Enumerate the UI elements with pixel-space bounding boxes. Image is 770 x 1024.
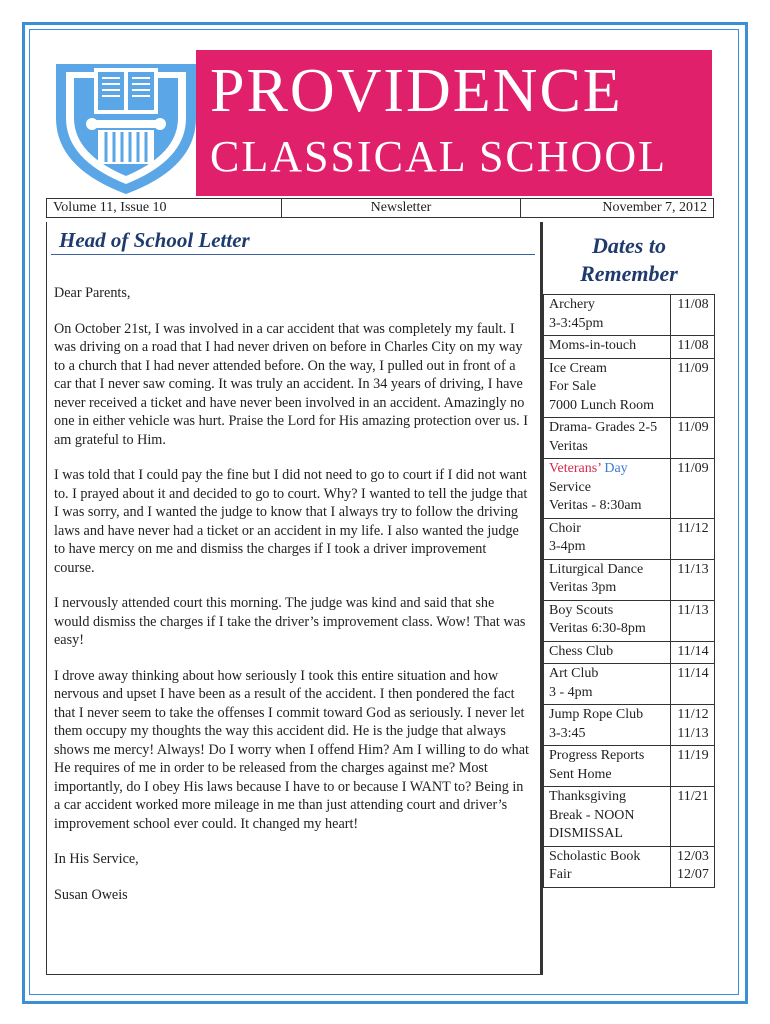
event-name (544, 336, 671, 359)
dates-sidebar (543, 222, 715, 888)
event-name (544, 600, 671, 641)
event-date-line: 11/13 (677, 561, 709, 577)
event-date (671, 641, 715, 664)
event-date-line: 11/14 (677, 643, 709, 659)
letter-title: Head of School Letter (59, 228, 250, 252)
date-row (544, 336, 715, 359)
event-line: Drama- Grades 2-5 (549, 420, 658, 435)
event-date-line: 11/14 (677, 666, 709, 681)
event-date (671, 518, 715, 559)
event-line: Choir (549, 520, 581, 536)
event-name (544, 559, 671, 600)
event-line: Veritas 3pm (549, 580, 617, 595)
event-line: Jump Rope Club (549, 707, 644, 722)
event-date-line: 11/19 (677, 748, 709, 763)
event-date-line: 11/12 (677, 707, 709, 722)
event-line: Scholastic Book (549, 848, 641, 864)
event-name (544, 418, 671, 459)
event-date-line: 11/13 (677, 602, 709, 618)
event-line: Ice Cream (549, 360, 607, 376)
event-line: Liturgical Dance (549, 561, 644, 577)
event-line: Progress Reports (549, 748, 645, 763)
book-column-shield-icon (46, 48, 206, 198)
date-row (544, 459, 715, 519)
event-date-line: 11/12 (677, 520, 709, 536)
event-line: Break - NOON (549, 807, 635, 823)
date-row (544, 746, 715, 787)
event-line: Archery (549, 297, 595, 312)
event-date (671, 664, 715, 705)
letter-body (54, 284, 530, 921)
publication-type: Newsletter (282, 199, 521, 217)
event-name (544, 459, 671, 519)
event-name (544, 518, 671, 559)
event-line: Service (549, 479, 591, 495)
letter-paragraph: I drove away thinking about how seriously I took this entire situation and how nervous and upset I have been as a result of the accident. I then pondered the fact that I never seem to take the offenses I commit toward God as seriously. I never let them occupy my thoughts the way this accident did. He is the judge that always shows me mercy! Always! Do I worry when I offend Him? Am I willing to do what He requires of me in order to be released from the charges against me? Most importantly, do I obey His laws because I have to or because I WANT to? Being in a car accident worked more mileage in me than just attending court and driver’s improvement school ever could. It changed my heart! (54, 667, 529, 832)
masthead (46, 48, 714, 198)
event-date-line: 12/03 (677, 848, 709, 864)
issue-date: November 7, 2012 (602, 200, 707, 215)
event-line-part: Day (600, 461, 628, 476)
date-row (544, 358, 715, 418)
school-name-line2: CLASSICAL SCHOOL (210, 132, 667, 181)
letter-closing: In His Service, (54, 851, 139, 867)
event-date (671, 846, 715, 887)
date-row (544, 600, 715, 641)
event-date (671, 705, 715, 746)
event-date-line: 11/13 (677, 725, 709, 741)
school-name-line1: PROVIDENCE (210, 57, 623, 125)
event-line: DISMISSAL (549, 826, 623, 841)
event-name (544, 846, 671, 887)
issue-info-bar (46, 198, 714, 218)
dates-table (543, 294, 715, 888)
event-line: 3-3:45pm (549, 315, 604, 331)
event-line: Veritas (549, 438, 588, 454)
event-line: 7000 Lunch Room (549, 397, 654, 413)
event-date (671, 459, 715, 519)
letter-paragraph: I was told that I could pay the fine but I did not need to go to court if I did not want to. I prayed about it and decided to go to court. Why? I wanted to tell the judge that I was sorry, and I wanted the judge to know that I always try to follow the driving laws and have never had a ticket or an accident in my life. I also wanted the judge to have mercy on me and dismiss the charges if I took a driver improvement course. (54, 467, 528, 576)
event-date (671, 418, 715, 459)
date-row (544, 295, 715, 336)
event-line: 3-4pm (549, 539, 586, 554)
event-date (671, 559, 715, 600)
event-name (544, 295, 671, 336)
event-line: Fair (549, 867, 572, 882)
date-row (544, 518, 715, 559)
event-line: Chess Club (549, 643, 614, 659)
date-row (544, 787, 715, 847)
event-line: Moms-in-touch (549, 338, 637, 353)
event-line: 3 - 4pm (549, 684, 593, 700)
event-line-part: Veterans’ (549, 461, 601, 476)
event-date (671, 358, 715, 418)
event-line: Boy Scouts (549, 602, 614, 618)
date-row (544, 641, 715, 664)
letter-paragraph: I nervously attended court this morning. The judge was kind and said that she would dismiss the charges if I take the driver’s improvement class. Wow! That was easy! (54, 595, 526, 648)
event-name (544, 358, 671, 418)
event-line: Thanksgiving (549, 789, 626, 804)
event-name (544, 787, 671, 847)
letter-column (46, 222, 541, 975)
event-date (671, 787, 715, 847)
event-date-line: 11/09 (677, 461, 709, 476)
event-date (671, 336, 715, 359)
date-row (544, 846, 715, 887)
volume-issue: Volume 11, Issue 10 (47, 199, 282, 217)
event-date (671, 295, 715, 336)
event-name (544, 664, 671, 705)
event-date-line: 11/08 (677, 297, 709, 312)
event-date (671, 600, 715, 641)
event-line: Veritas 6:30-8pm (549, 621, 646, 636)
event-date-line: 11/09 (677, 360, 709, 376)
event-date-line: 12/07 (677, 867, 709, 882)
event-date-line: 11/21 (677, 789, 709, 804)
event-date (671, 746, 715, 787)
event-date-line: 11/09 (677, 420, 709, 435)
event-line: Veritas - 8:30am (549, 498, 642, 513)
event-date-line: 11/08 (677, 338, 709, 353)
event-line: For Sale (549, 379, 597, 394)
event-name (544, 641, 671, 664)
date-row (544, 559, 715, 600)
event-name (544, 705, 671, 746)
event-line: 3-3:45 (549, 725, 586, 741)
event-line: Sent Home (549, 766, 612, 782)
dates-title (543, 232, 715, 288)
date-row (544, 664, 715, 705)
letter-salutation: Dear Parents, (54, 285, 131, 301)
event-name (544, 746, 671, 787)
event-line (549, 460, 666, 479)
dates-title-line1: Dates to (592, 233, 666, 258)
date-row (544, 418, 715, 459)
letter-signature: Susan Oweis (54, 886, 128, 903)
letter-paragraph: On October 21st, I was involved in a car accident that was completely my fault. I was driving on a road that I had never driven on before in Charles City on my way to a church that I had never attended before. On the way, I pulled out in front of a car that I never saw coming. It was truly an accident. In 34 years of driving, I have never received a ticket and have never been involved in an accident. Amazingly no one in either vehicle was hurt. Praise the Lord for His amazing protection over us. I am grateful to Him. (54, 320, 528, 448)
dates-title-line2: Remember (580, 261, 678, 286)
event-line: Art Club (549, 666, 599, 681)
title-divider (51, 254, 535, 255)
date-row (544, 705, 715, 746)
